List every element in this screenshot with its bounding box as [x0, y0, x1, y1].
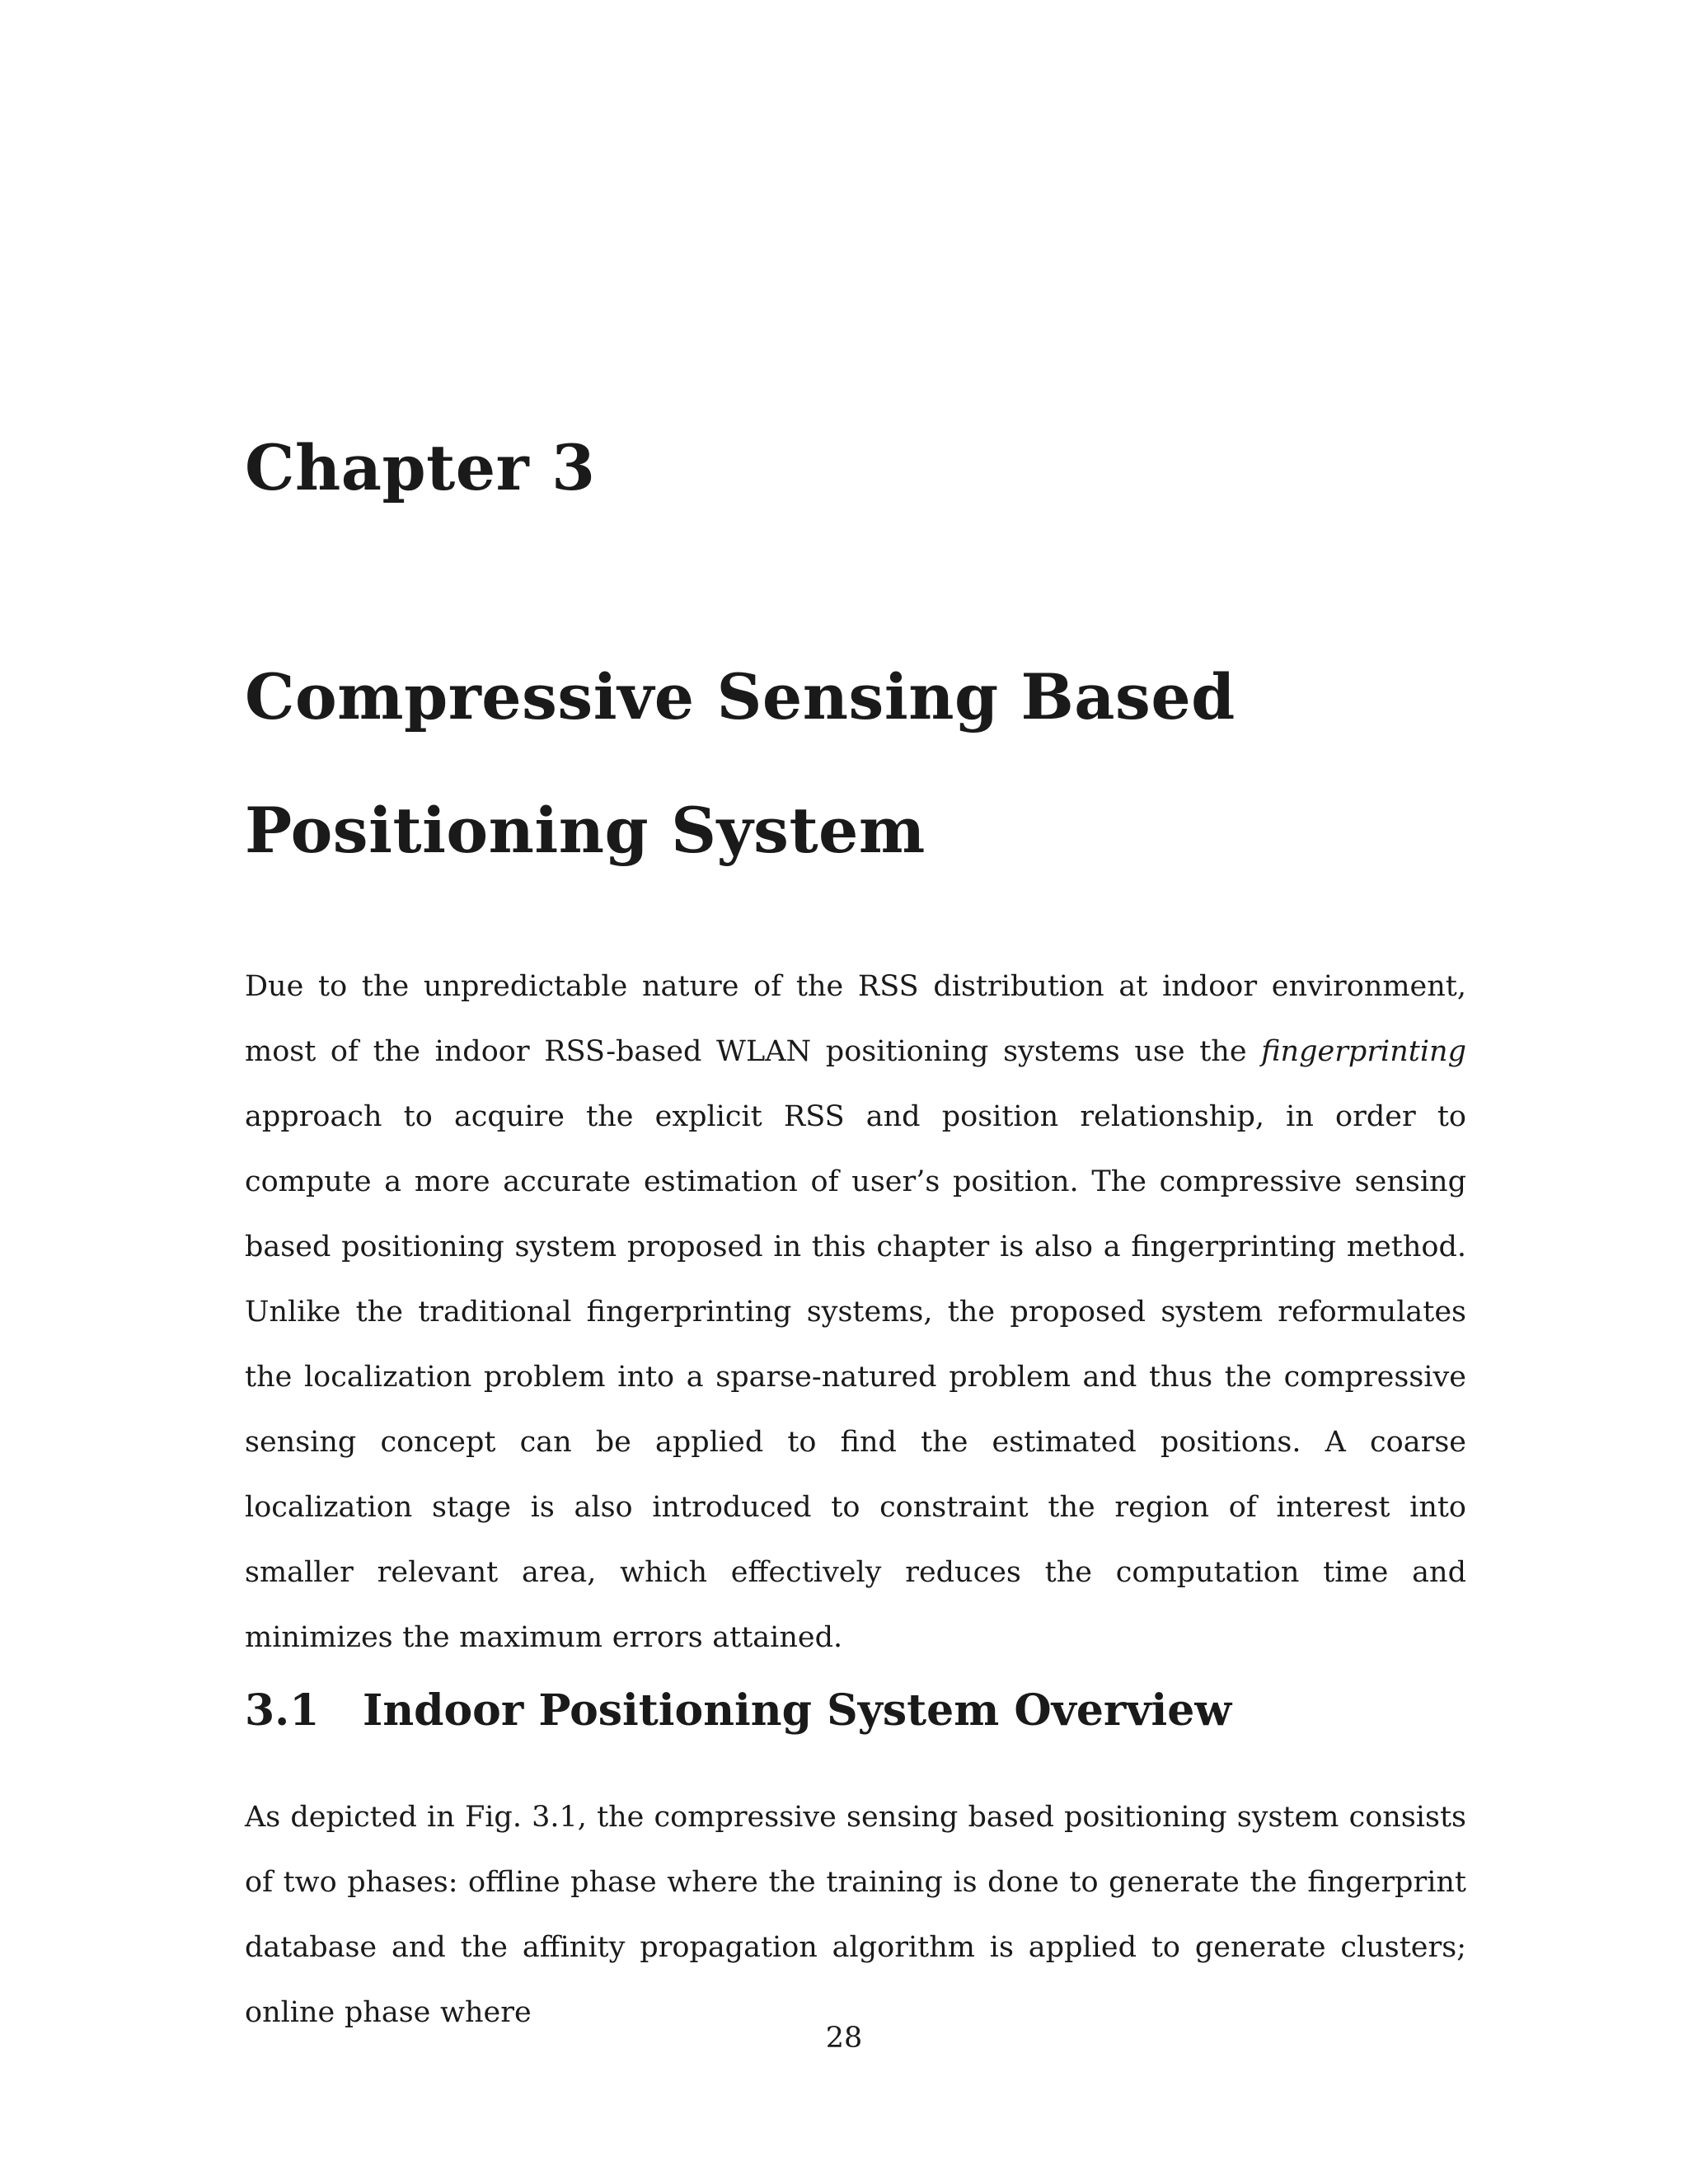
section-heading — [245, 1685, 1231, 1736]
section-paragraph: As depicted in Fig. 3.1, the compressive sensing based positioning system consists of two phases: offline phase where the training is done to generate the fingerprint database and the affinity propagation algorithm is applied to generate clusters; online phase where — [245, 1801, 1466, 2029]
intro-text-end: approach to acquire the explicit RSS and position relationship, in order to compute a more accurate estimation of user’s position. The compressive sensing based positioning system proposed in this chapter is also a fingerprinting method. Unlike the traditional fingerprinting systems, the proposed system reformulates the localization problem into a sparse-natured problem and thus the compressive sensing concept can be applied to find the estimated positions. A coarse localization stage is also introduced to constraint the region of interest into smaller relevant area, which effectively reduces the computation time and minimizes the maximum errors attained. — [245, 1100, 1466, 1654]
chapter-title-line-1: Compressive Sensing Based — [245, 660, 1236, 733]
emphasized-term: fingerprinting — [1261, 1035, 1466, 1068]
page-number: 28 — [825, 2022, 863, 2055]
intro-paragraph — [245, 954, 1466, 1671]
section-title: Indoor Positioning System Overview — [363, 1685, 1232, 1736]
section-number: 3.1 — [245, 1685, 320, 1736]
chapter-label: Chapter 3 — [245, 431, 596, 504]
chapter-title-line-2: Positioning System — [245, 794, 926, 867]
chapter-title — [245, 630, 1481, 898]
intro-text-start: Due to the unpredictable nature of the RSS distribution at indoor environment, most of the indoor RSS-based WLAN positioning systems use the — [245, 970, 1466, 1068]
